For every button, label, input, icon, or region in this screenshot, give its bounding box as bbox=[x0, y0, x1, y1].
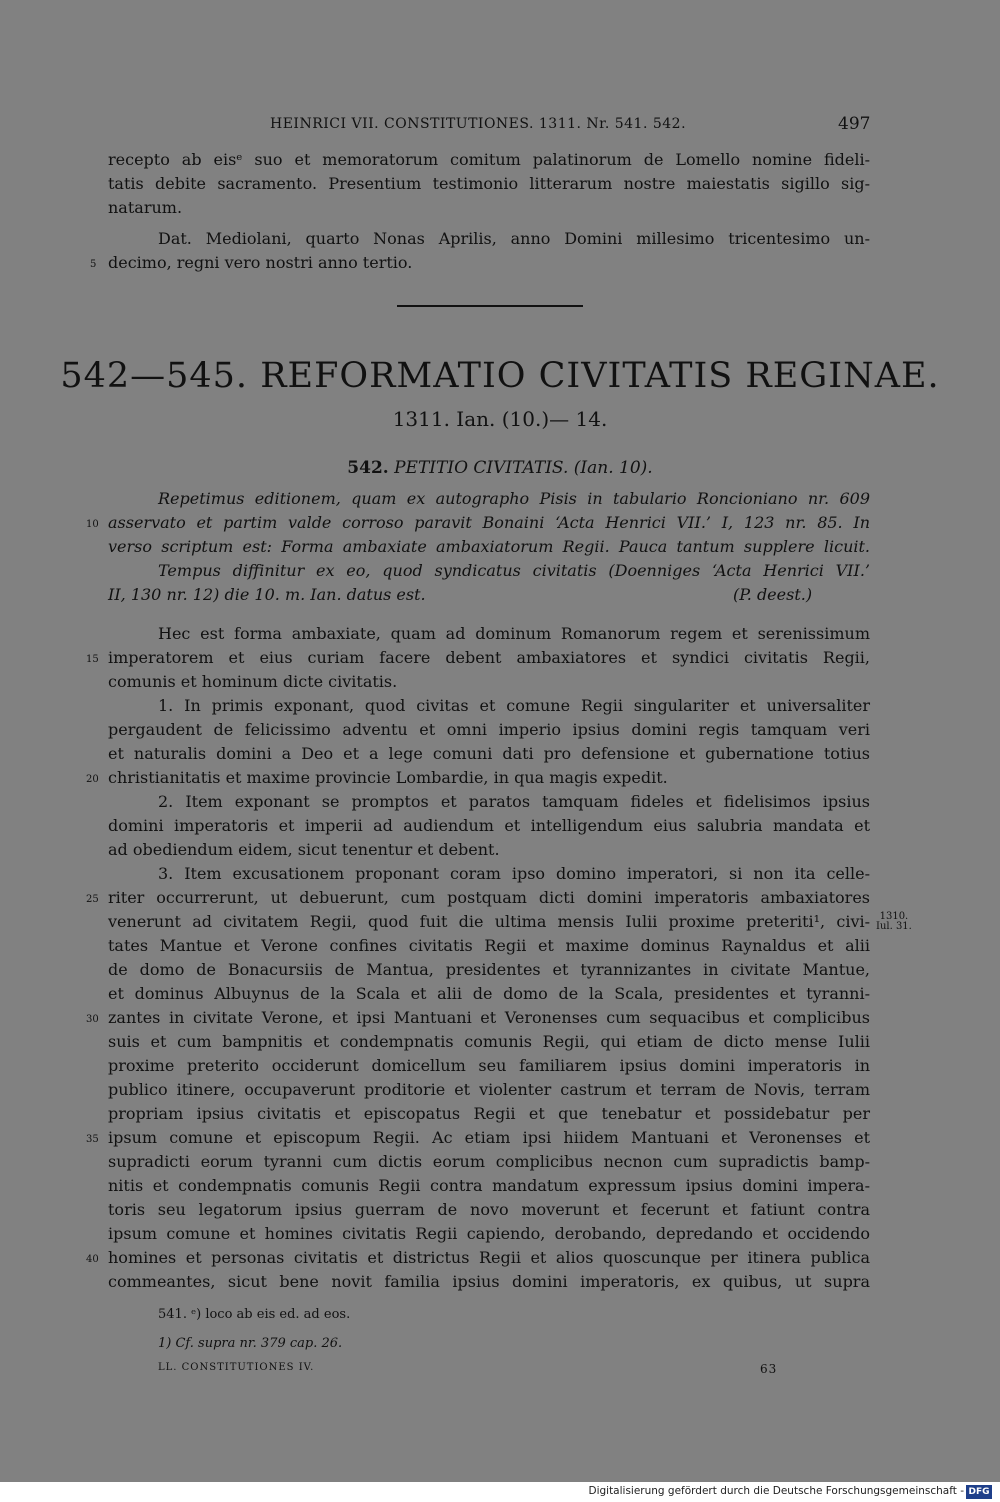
margin-date-note bbox=[876, 912, 912, 932]
body-line: publico itinere, occupaverunt proditorie et violenter castrum et terram de Novis, terram bbox=[108, 1080, 870, 1099]
signature-mark: LL. CONSTITUTIONES IV. bbox=[158, 1362, 315, 1373]
text-line: tatis debite sacramento. Presentium testimonio litterarum nostre maiestatis sigillo sig- bbox=[108, 174, 870, 193]
body-line: propriam ipsius civitatis et episcopatus Regii et que tenebatur et possidebatur per bbox=[108, 1104, 870, 1123]
editorial-line: II, 130 nr. 12) die 10. m. Ian. datus est. bbox=[108, 585, 426, 604]
body-line: christianitatis et maxime provincie Lombardie, in qua magis expedit. bbox=[108, 768, 668, 787]
body-line: de domo de Bonacursiis de Mantua, presidentes et tyrannizantes in civitate Mantue, bbox=[108, 960, 870, 979]
document-heading bbox=[0, 458, 1000, 478]
body-line: et naturalis domini a Deo et a lege comuni dati pro defensione et gubernatione totius bbox=[108, 744, 870, 763]
line-number: 15 bbox=[86, 654, 99, 665]
line-number: 30 bbox=[86, 1014, 99, 1025]
body-line: riter occurrerunt, ut debuerunt, cum postquam dicti domini imperatoris ambaxiatores bbox=[108, 888, 870, 907]
editorial-line: Repetimus editionem, quam ex autographo Pisis in tabulario Roncioniano nr. 609 bbox=[158, 489, 870, 508]
editorial-p-deest: (P. deest.) bbox=[733, 585, 813, 604]
line-number: 5 bbox=[90, 259, 97, 270]
body-line: nitis et condempnatis comunis Regii contra mandatum expressum ipsius domini impera- bbox=[108, 1176, 870, 1195]
editorial-line: asservato et partim valde corroso paravit Bonaini ‘Acta Henrici VII.’ I, 123 nr. 85. In bbox=[108, 513, 870, 532]
body-line: Hec est forma ambaxiate, quam ad dominum Romanorum regem et serenissimum bbox=[158, 624, 870, 643]
editorial-line: verso scriptum est: Forma ambaxiate ambaxiatorum Regii. Pauca tantum supplere licuit. bbox=[108, 537, 870, 556]
body-line: suis et cum bampnitis et condempnatis comunis Regii, qui etiam de dicto mense Iulii bbox=[108, 1032, 870, 1051]
signature-number: 63 bbox=[760, 1362, 778, 1376]
text-line: recepto ab eisᵉ suo et memoratorum comitum palatinorum de Lomello nomine fideli- bbox=[108, 150, 870, 169]
text-line: natarum. bbox=[108, 198, 183, 217]
document-title: PETITIO CIVITATIS. (Ian. 10). bbox=[394, 458, 653, 478]
section-title: 542—545. REFORMATIO CIVITATIS REGINAE. bbox=[60, 356, 940, 396]
body-line: toris seu legatorum ipsius guerram de novo moverunt et fecerunt et fatiunt contra bbox=[108, 1200, 870, 1219]
body-line: 2. Item exponant se promptos et paratos tamquam fideles et fidelisimos ipsius bbox=[158, 792, 870, 811]
body-line: pergaudent de felicissimo adventu et omni imperio ipsius domini regis tamquam veri bbox=[108, 720, 870, 739]
line-number: 35 bbox=[86, 1134, 99, 1145]
line-number: 20 bbox=[86, 774, 99, 785]
editorial-line: Tempus diffinitur ex eo, quod syndicatus civitatis (Doenniges ‘Acta Henrici VII.’ bbox=[158, 561, 870, 580]
body-line: tates Mantue et Verone confines civitatis Regii et maxime dominus Raynaldus et alii bbox=[108, 936, 870, 955]
body-line: ad obediendum eidem, sicut tenentur et debent. bbox=[108, 840, 500, 859]
margin-note-day: Iul. 31. bbox=[876, 921, 912, 932]
text-line: Dat. Mediolani, quarto Nonas Aprilis, anno Domini millesimo tricentesimo un- bbox=[158, 229, 870, 248]
line-number: 40 bbox=[86, 1254, 99, 1265]
dfg-logo-icon: DFG bbox=[966, 1485, 992, 1499]
body-line: ipsum comune et episcopum Regii. Ac etiam ipsi hiidem Mantuani et Veronenses et bbox=[108, 1128, 870, 1147]
body-line: domini imperatoris et imperii ad audiendum et intelligendum eius salubria mandata et bbox=[108, 816, 870, 835]
digitization-credit: Digitalisierung gefördert durch die Deutsche Forschungsgemeinschaft - bbox=[588, 1485, 964, 1497]
text-line: decimo, regni vero nostri anno tertio. bbox=[108, 253, 413, 272]
margin-note-year: 1310. bbox=[879, 911, 909, 922]
section-date: 1311. Ian. (10.)— 14. bbox=[392, 407, 608, 431]
body-line: proxime preterito occiderunt domicellum seu familiarem ipsius domini imperatoris in bbox=[108, 1056, 870, 1075]
body-line: commeantes, sicut bene novit familia ipsius domini imperatoris, ex quibus, ut supra bbox=[108, 1272, 870, 1291]
page-number: 497 bbox=[838, 114, 871, 134]
footnote-1: 1) Cf. supra nr. 379 cap. 26. bbox=[158, 1336, 343, 1351]
line-number: 25 bbox=[86, 894, 99, 905]
body-line: 3. Item excusationem proponant coram ipso domino imperatori, si non ita celle- bbox=[158, 864, 870, 883]
line-number: 10 bbox=[86, 519, 99, 530]
section-divider bbox=[397, 305, 583, 307]
body-line: zantes in civitate Verone, et ipsi Mantuani et Veronenses cum sequacibus et complicibus bbox=[108, 1008, 870, 1027]
body-line: homines et personas civitatis et districtus Regii et alios quoscunque per itinera publica bbox=[108, 1248, 870, 1267]
document-number: 542. bbox=[347, 458, 389, 478]
body-line: venerunt ad civitatem Regii, quod fuit die ultima mensis Iulii proxime preteriti¹, civi- bbox=[108, 912, 870, 931]
footnote-541: 541. ᵉ) loco ab eis ed. ad eos. bbox=[158, 1307, 351, 1322]
body-line: 1. In primis exponant, quod civitas et comune Regii singulariter et universaliter bbox=[158, 696, 870, 715]
body-line: supradicti eorum tyranni cum dictis eorum complicibus necnon cum supradictis bamp- bbox=[108, 1152, 870, 1171]
body-line: ipsum comune et homines civitatis Regii capiendo, derobando, depredando et occidendo bbox=[108, 1224, 870, 1243]
body-line: imperatorem et eius curiam facere debent ambaxiatores et syndici civitatis Regii, bbox=[108, 648, 870, 667]
running-title: HEINRICI VII. CONSTITUTIONES. 1311. Nr. 541. 542. bbox=[270, 116, 687, 132]
body-line: comunis et hominum dicte civitatis. bbox=[108, 672, 398, 691]
body-line: et dominus Albuynus de la Scala et alii de domo de la Scala, presidentes et tyranni- bbox=[108, 984, 870, 1003]
